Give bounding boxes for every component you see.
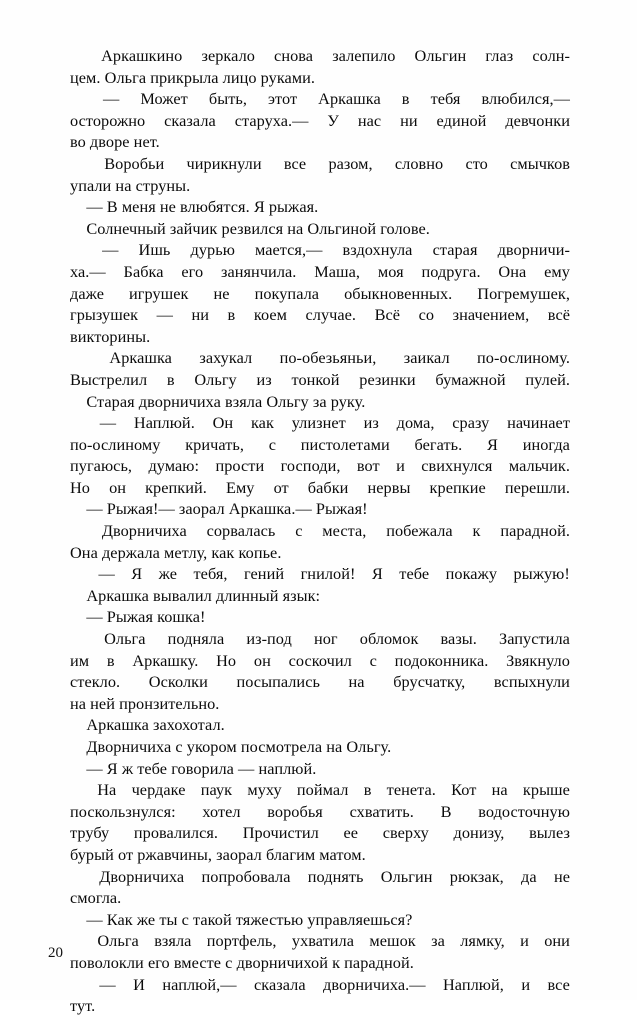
text-word: поскользнулся:: [70, 801, 176, 821]
text-line: [70, 801, 570, 823]
text-word: с: [268, 434, 277, 454]
text-word: схватить.: [349, 801, 414, 821]
text-word: —: [99, 413, 117, 433]
text-word: Ольга: [104, 629, 146, 649]
text-line: [70, 671, 570, 693]
text-word: дурью: [190, 240, 235, 260]
text-word: единой: [436, 110, 487, 130]
paragraph-indent: [70, 779, 82, 801]
text-word: сразу: [452, 413, 490, 433]
text-word: Наплюй,: [443, 974, 504, 994]
text-word: Но: [216, 650, 237, 670]
text-word: пулей.: [525, 369, 570, 389]
text-word: ни: [191, 305, 209, 325]
paragraph-indent: [70, 153, 82, 175]
text-word: подруга.: [421, 261, 481, 281]
text-word: крепкий.: [145, 477, 207, 497]
text-line: [70, 153, 570, 175]
text-word: резинки: [359, 369, 416, 389]
text-line: упали на струны.: [70, 175, 191, 195]
text-line: Она держала метлу, как копье.: [70, 542, 282, 562]
text-line: — Как же ты с такой тяжестью управляешься?: [70, 909, 413, 929]
text-word: ее: [343, 823, 359, 843]
text-word: за: [431, 931, 445, 951]
text-line: викторины.: [70, 326, 151, 346]
text-word: Но: [70, 477, 90, 497]
text-word: трубу: [70, 823, 110, 843]
text-line: [70, 347, 570, 369]
text-word: поймал: [296, 780, 349, 800]
text-word: прости: [215, 456, 265, 476]
text-word: мешок: [369, 931, 416, 951]
text-word: Воробьи: [104, 153, 165, 173]
text-word: Аркашку.: [132, 650, 199, 670]
text-word: водосточную: [478, 801, 570, 821]
text-word: из: [363, 413, 379, 433]
text-word: Я: [371, 564, 383, 584]
text-word: по-ослиному.: [477, 348, 570, 368]
text-word: сто: [465, 153, 488, 173]
text-word: перешли.: [504, 477, 570, 497]
text-word: побежала: [386, 521, 453, 541]
text-word: быть,: [208, 89, 247, 109]
text-word: —: [103, 89, 120, 109]
text-word: Ольгин: [380, 866, 433, 886]
text-word: взяла: [154, 931, 192, 951]
text-word: тебя,: [193, 564, 228, 584]
text-word: им: [70, 650, 90, 670]
paragraph-indent: [70, 628, 82, 650]
text-word: случае.: [305, 305, 357, 325]
text-word: лямку,: [460, 931, 505, 951]
text-word: тенета.: [386, 780, 436, 800]
text-word: Я: [487, 434, 498, 454]
text-word: —: [99, 974, 116, 994]
text-word: места,: [322, 521, 367, 541]
text-word: с: [295, 521, 303, 541]
text-word: коем: [253, 305, 287, 325]
text-word: влюбился,—: [481, 89, 570, 109]
text-line: [70, 628, 570, 650]
text-word: Осколки: [148, 672, 208, 692]
text-word: пугаюсь,: [70, 456, 133, 476]
text-word: подоконника.: [394, 650, 489, 670]
text-word: все: [283, 153, 307, 173]
text-word: Ольгин: [414, 46, 467, 65]
text-word: этот: [268, 89, 298, 109]
text-word: тебя: [430, 89, 461, 109]
text-word: значением,: [452, 305, 530, 325]
text-word: начинает: [507, 413, 570, 433]
text-word: донизу,: [453, 823, 505, 843]
text-line: — Я ж тебе говорила — наплюй.: [70, 758, 317, 778]
text-word: бумажной: [435, 369, 506, 389]
text-word: снова: [274, 46, 314, 65]
text-word: покупала: [254, 283, 320, 303]
text-word: тебе: [399, 564, 430, 584]
text-word: вот: [356, 456, 380, 476]
paragraph-indent: [70, 88, 82, 110]
text-word: нас: [357, 110, 382, 130]
text-line: [70, 866, 570, 888]
text-word: залепило: [332, 46, 396, 65]
text-word: и: [396, 456, 405, 476]
text-line: Дворничиха с укором посмотрела на Ольгу.: [70, 737, 392, 756]
paragraph-indent: [70, 45, 82, 67]
paragraph-indent: [70, 412, 82, 434]
text-word: ни: [400, 110, 418, 130]
text-word: от: [273, 477, 289, 497]
text-word: в: [227, 305, 236, 325]
text-word: Ольга: [97, 931, 139, 951]
text-word: гнилой!: [300, 564, 356, 584]
text-word: на: [348, 672, 365, 692]
text-word: брусчатку,: [393, 672, 466, 692]
page-number: 20: [48, 945, 63, 961]
text-word: сказала: [253, 974, 306, 994]
text-line: [70, 45, 570, 67]
text-word: Бабка: [123, 261, 164, 281]
text-word: со: [418, 305, 435, 325]
text-line: тут.: [70, 996, 96, 1016]
text-word: ему: [544, 261, 570, 281]
text-word: крыше: [522, 780, 570, 800]
text-word: вспыхнули: [493, 672, 570, 692]
text-word: Аркашка: [109, 348, 172, 368]
text-word: с: [369, 650, 377, 670]
text-word: соскочил: [288, 650, 352, 670]
text-word: из: [256, 369, 272, 389]
text-word: ухватила: [291, 931, 355, 951]
text-word: —: [156, 305, 173, 325]
text-word: И: [133, 974, 145, 994]
text-word: же: [158, 564, 178, 584]
text-word: тонкой: [291, 369, 340, 389]
text-word: дворничиха.—: [323, 974, 426, 994]
text-word: словно: [394, 153, 444, 173]
text-word: подняла: [167, 629, 225, 649]
text-word: посыпались: [236, 672, 320, 692]
text-word: гений: [244, 564, 285, 584]
text-word: покажу: [445, 564, 498, 584]
text-word: думаю:: [148, 456, 200, 476]
paragraph-indent: [70, 866, 82, 888]
text-line: [70, 650, 570, 672]
text-word: Погремушек,: [477, 283, 570, 303]
text-word: захукал: [199, 348, 253, 368]
text-word: Звякнуло: [506, 650, 570, 670]
text-word: вздохнула: [342, 240, 413, 260]
text-line: [70, 412, 570, 434]
text-word: на: [491, 780, 508, 800]
text-word: Ему: [225, 477, 255, 497]
text-word: сверху: [382, 823, 429, 843]
text-line: цем. Ольга прикрыла лицо руками.: [70, 67, 316, 87]
text-word: глаз: [485, 46, 514, 65]
text-word: солн-: [532, 46, 570, 65]
text-word: Может: [140, 89, 188, 109]
text-word: сказала: [164, 110, 216, 130]
text-word: пистолетами: [300, 434, 390, 454]
text-word: —: [98, 564, 115, 584]
text-word: занянчила.: [221, 261, 297, 281]
text-line: [70, 304, 570, 326]
text-word: Аркашкино: [101, 46, 183, 65]
text-line: Старая дворничиха взяла Ольгу за руку.: [70, 391, 366, 411]
text-word: Дворничиха: [101, 521, 187, 541]
text-word: сорвалась: [206, 521, 276, 541]
page-text-body: [70, 45, 570, 1017]
text-word: старая: [432, 240, 478, 260]
text-word: У: [327, 110, 339, 130]
text-word: На: [97, 780, 117, 800]
text-word: дворничи-: [497, 240, 570, 260]
text-line: — В меня не влюбятся. Я рыжая.: [70, 197, 319, 217]
text-word: крепкие: [429, 477, 486, 497]
text-line: — Рыжая кошка!: [70, 607, 206, 627]
text-word: бегать.: [414, 434, 463, 454]
text-word: господи,: [280, 456, 341, 476]
text-line: поволокли его вместе с дворничихой к парадной.: [70, 952, 414, 972]
text-word: к: [472, 521, 481, 541]
text-word: дома,: [396, 413, 435, 433]
text-word: Прочистил: [242, 823, 319, 843]
text-word: Кот: [451, 780, 477, 800]
text-word: разом,: [328, 153, 373, 173]
text-word: улизнет: [291, 413, 346, 433]
text-word: Ишь: [138, 240, 171, 260]
text-word: его: [181, 261, 204, 281]
text-word: вылез: [529, 823, 570, 843]
text-word: по-обезьяньи,: [279, 348, 377, 368]
text-word: Маша,: [314, 261, 361, 281]
text-line: [70, 283, 570, 305]
text-word: иногда: [522, 434, 570, 454]
text-word: из-под: [246, 629, 292, 649]
text-line: во дворе нет.: [70, 132, 160, 152]
text-word: Я: [131, 564, 143, 584]
text-line: Аркашка захохотал.: [70, 715, 225, 735]
text-word: в: [401, 89, 410, 109]
text-line: [70, 110, 570, 132]
paragraph-indent: [70, 974, 82, 996]
text-word: в: [166, 369, 175, 389]
text-word: Она: [498, 261, 527, 281]
text-word: Выстрелил: [70, 369, 148, 389]
text-word: игрушек: [129, 283, 189, 303]
text-word: Запустила: [499, 629, 570, 649]
text-line: — Рыжая!— заорал Аркашка.— Рыжая!: [70, 499, 368, 519]
text-word: стекло.: [70, 672, 121, 692]
text-word: Он: [212, 413, 234, 433]
text-word: Аркашка: [318, 89, 381, 109]
text-word: кричать,: [185, 434, 244, 454]
text-word: вазы.: [440, 629, 477, 649]
text-word: в: [363, 780, 372, 800]
text-word: наплюй,—: [162, 974, 237, 994]
text-word: муху: [247, 780, 282, 800]
text-word: даже: [70, 283, 104, 303]
text-line: [70, 434, 570, 456]
text-word: мальчик.: [508, 456, 570, 476]
text-line: [70, 88, 570, 110]
text-word: не: [553, 866, 570, 886]
text-line: на ней пронзительно.: [70, 693, 220, 713]
paragraph-indent: [70, 520, 82, 542]
text-word: В: [440, 801, 452, 821]
text-line: [70, 563, 570, 585]
text-word: воробья: [267, 801, 323, 821]
text-word: старуха.—: [234, 110, 309, 130]
text-word: в: [106, 650, 115, 670]
text-line: [70, 261, 570, 283]
text-line: [70, 930, 570, 952]
text-word: мается,—: [255, 240, 323, 260]
text-word: чердаке: [131, 780, 186, 800]
text-word: Всё: [374, 305, 401, 325]
text-line: смогла.: [70, 888, 122, 908]
text-line: [70, 974, 570, 996]
text-word: нервы: [367, 477, 411, 497]
paragraph-indent: [70, 563, 82, 585]
text-word: Наплюй.: [133, 413, 195, 433]
text-word: все: [547, 974, 570, 994]
paragraph-indent: [70, 347, 82, 369]
text-line: Аркашка вывалил длинный язык:: [70, 585, 321, 605]
text-word: по-ослиному: [70, 434, 161, 454]
text-word: Дворничиха: [99, 866, 185, 886]
text-word: поднять: [307, 866, 364, 886]
text-line: [70, 369, 570, 391]
text-word: рыжую!: [513, 564, 570, 584]
text-word: портфель,: [206, 931, 277, 951]
text-word: он: [109, 477, 127, 497]
text-word: он: [253, 650, 271, 670]
text-word: попробовала: [201, 866, 291, 886]
text-word: бабки: [307, 477, 349, 497]
text-line: бурый от ржавчины, заорал благим матом.: [70, 844, 366, 864]
text-word: всё: [547, 305, 570, 325]
text-word: и: [521, 974, 531, 994]
text-word: и: [520, 931, 529, 951]
text-word: осторожно: [70, 110, 146, 130]
text-word: паук: [200, 780, 233, 800]
text-line: [70, 477, 570, 499]
text-word: грызушек: [70, 305, 139, 325]
text-word: смычков: [510, 153, 570, 173]
text-word: не: [213, 283, 230, 303]
text-line: [70, 455, 570, 477]
text-word: заикал: [403, 348, 450, 368]
text-word: девчонки: [505, 110, 570, 130]
text-word: ха.—: [70, 261, 106, 281]
text-word: рюкзак,: [449, 866, 504, 886]
text-word: обломок: [359, 629, 419, 649]
text-word: чирикнули: [186, 153, 262, 173]
text-word: парадной.: [500, 521, 570, 541]
text-word: обыкновенных.: [344, 283, 453, 303]
text-word: Ольгу: [194, 369, 237, 389]
text-word: зеркало: [201, 46, 255, 65]
text-word: свихнулся: [421, 456, 493, 476]
text-word: как: [250, 413, 274, 433]
text-word: хотел: [202, 801, 241, 821]
text-line: [70, 520, 570, 542]
text-word: моя: [377, 261, 404, 281]
paragraph-indent: [70, 930, 82, 952]
text-line: [70, 822, 570, 844]
paragraph-indent: [70, 239, 82, 261]
text-line: [70, 779, 570, 801]
text-word: провалился.: [133, 823, 219, 843]
text-word: да: [521, 866, 537, 886]
text-word: ног: [313, 629, 338, 649]
text-line: Солнечный зайчик резвился на Ольгиной голове.: [70, 218, 430, 238]
text-word: они: [544, 931, 570, 951]
text-line: [70, 239, 570, 261]
text-word: —: [102, 240, 119, 260]
